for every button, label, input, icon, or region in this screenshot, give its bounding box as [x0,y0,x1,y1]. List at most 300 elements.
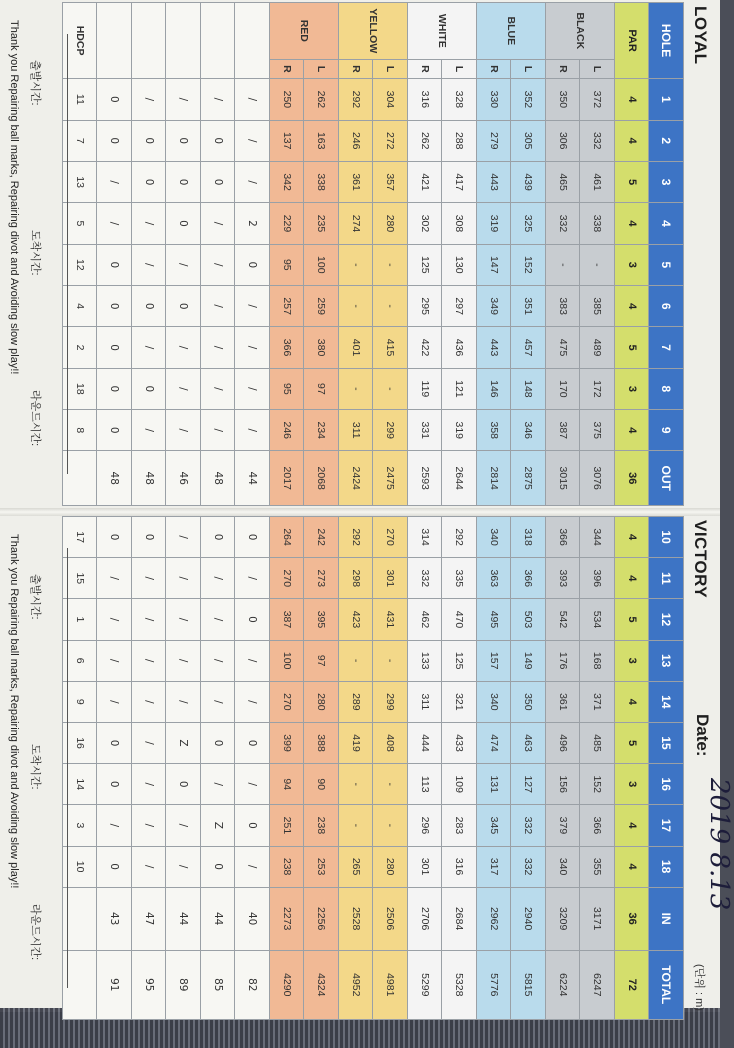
tee-distance: 2424 [339,451,374,506]
tee-distance: 97 [304,640,339,681]
tee-distance: 299 [373,410,408,451]
tee-label: YELLOW [339,3,408,60]
course-name: LOYAL [691,6,710,65]
score-mark: / [235,368,270,409]
hdcp-value: 2 [63,327,98,368]
tee-distance: 100 [270,640,305,681]
hdcp-value: 16 [63,722,98,763]
score-mark: / [166,805,201,846]
tee-distance: 297 [442,286,477,327]
tee-distance: 423 [339,599,374,640]
tee-distance: 439 [511,161,546,202]
score-mark: 0 [201,517,236,558]
tee-side: R [408,59,443,79]
tee-distance: 280 [304,681,339,722]
tee-distance: 350 [511,681,546,722]
tee-distance: 121 [442,368,477,409]
tee-distance: 417 [442,161,477,202]
tee-distance: 2475 [373,451,408,506]
tee-distance: 2593 [408,451,443,506]
round-time-label: 라운드시간: [29,390,41,447]
tee-distance: 408 [373,722,408,763]
tee-distance: - [339,805,374,846]
player-name-cell [201,3,236,79]
tee-distance: 3015 [546,451,581,506]
player-name-cell [97,3,132,79]
hdcp-label: HDCP [63,3,98,79]
score-mark: / [132,327,167,368]
score-mark: 48 [97,451,132,506]
tee-distance: 431 [373,599,408,640]
score-mark: / [201,203,236,244]
score-mark: 44 [166,887,201,950]
score-mark: / [97,558,132,599]
tee-distance: 457 [511,327,546,368]
score-mark: / [132,79,167,120]
tee-distance: 332 [408,558,443,599]
score-mark: 0 [201,161,236,202]
score-mark: 0 [97,368,132,409]
tee-distance: 496 [546,722,581,763]
score-mark: / [166,79,201,120]
hdcp-value: 18 [63,368,98,409]
par-value: 4 [615,681,650,722]
tee-distance: 95 [270,244,305,285]
tee-distance: - [373,368,408,409]
score-mark: / [132,722,167,763]
tee-distance: 325 [511,203,546,244]
score-mark: 0 [97,764,132,805]
tee-distance: 295 [408,286,443,327]
score-mark: / [97,681,132,722]
tee-distance: 2273 [270,887,305,950]
tee-distance: 395 [304,599,339,640]
player-name-cell [132,3,167,79]
tee-side: R [270,59,305,79]
tee-distance: 299 [373,681,408,722]
score-mark: 0 [97,244,132,285]
tee-distance: 262 [408,120,443,161]
score-mark: / [166,410,201,451]
tee-distance: - [373,244,408,285]
tee-distance: 152 [511,244,546,285]
hole-number: 4 [649,203,684,244]
hdcp-value: 17 [63,517,98,558]
tee-distance: 137 [270,120,305,161]
thanks-message: Thank you Repairing ball marks, Repairing divot and Avoiding slow play!! [8,20,20,375]
tee-distance: 489 [580,327,615,368]
tee-distance: 90 [304,764,339,805]
tee-distance: 380 [304,327,339,368]
par-label: PAR [615,3,650,79]
tee-side: L [511,59,546,79]
tee-distance: 401 [339,327,374,368]
score-mark: / [235,764,270,805]
tee-distance: - [339,244,374,285]
tee-distance: 332 [546,203,581,244]
tee-side: R [339,59,374,79]
hdcp-value: 5 [63,203,98,244]
tee-distance: 156 [546,764,581,805]
tee-distance: 250 [270,79,305,120]
tee-distance: 2814 [477,451,512,506]
tee-distance: 131 [477,764,512,805]
par-value: 3 [615,764,650,805]
tee-side: L [580,59,615,79]
hole-number: 5 [649,244,684,285]
score-mark: / [235,161,270,202]
tee-distance: 304 [373,79,408,120]
tee-label: RED [270,3,339,60]
tee-distance: 331 [408,410,443,451]
tee-distance: 383 [546,286,581,327]
divider-line-back [67,548,68,988]
tee-distance: 366 [546,517,581,558]
tee-distance: 393 [546,558,581,599]
back-nine-card [0,514,734,1022]
tee-distance: - [339,640,374,681]
tee-distance: 419 [339,722,374,763]
tee-label: WHITE [408,3,477,60]
tee-distance: 257 [270,286,305,327]
tee-side: L [304,59,339,79]
tee-distance: - [373,640,408,681]
score-mark: 0 [201,846,236,887]
tee-distance: 340 [546,846,581,887]
tee-distance: 465 [546,161,581,202]
tee-distance: 358 [477,410,512,451]
score-mark: 0 [97,846,132,887]
score-mark: / [201,368,236,409]
par-value: 36 [615,451,650,506]
tee-distance: 125 [442,640,477,681]
hole-number: 10 [649,517,684,558]
score-mark: 0 [132,286,167,327]
par-value: 4 [615,120,650,161]
arrive-time-label-back: 도착시간: [29,744,41,790]
score-mark: / [132,244,167,285]
tee-distance: 238 [304,805,339,846]
score-mark: 85 [201,950,236,1019]
par-value: 72 [615,950,650,1019]
tee-distance: 234 [304,410,339,451]
hdcp-value: 7 [63,120,98,161]
tee-distance: 283 [442,805,477,846]
tee-distance: 415 [373,327,408,368]
score-mark: Z [201,805,236,846]
tee-distance: - [546,244,581,285]
score-mark: / [235,410,270,451]
tee-distance: 157 [477,640,512,681]
par-value: 4 [615,558,650,599]
player-name-cell [235,3,270,79]
start-time-label: 출발시간: [29,60,41,106]
par-value: 4 [615,286,650,327]
tee-distance: 352 [511,79,546,120]
score-mark: 44 [235,451,270,506]
tee-distance: 366 [270,327,305,368]
tee-distance: 338 [580,203,615,244]
hole-number: 12 [649,599,684,640]
hole-number: IN [649,887,684,950]
tee-distance: 328 [442,79,477,120]
par-value: 4 [615,410,650,451]
score-mark: / [235,286,270,327]
tee-distance: 366 [580,805,615,846]
score-mark: / [166,368,201,409]
tee-distance: 366 [511,558,546,599]
hole-header: HOLE [649,3,684,79]
score-mark: / [235,558,270,599]
tee-distance: 3076 [580,451,615,506]
score-mark: 0 [166,120,201,161]
tee-distance: 342 [270,161,305,202]
par-value: 5 [615,161,650,202]
tee-distance: 292 [339,517,374,558]
hole-number: OUT [649,451,684,506]
tee-distance: 371 [580,681,615,722]
tee-distance: 292 [442,517,477,558]
tee-distance: 170 [546,368,581,409]
score-mark: 0 [97,327,132,368]
tee-side: R [477,59,512,79]
thanks-message-back: Thank you Repairing ball marks, Repairing divot and Avoiding slow play!! [8,534,20,889]
tee-distance: 475 [546,327,581,368]
tee-distance: 319 [442,410,477,451]
tee-distance: 302 [408,203,443,244]
hole-number: 17 [649,805,684,846]
score-mark: 89 [166,950,201,1019]
tee-distance: 273 [304,558,339,599]
tee-distance: 4324 [304,950,339,1019]
score-mark: 0 [97,286,132,327]
tee-distance: 270 [270,681,305,722]
back-nine-table [62,516,684,1020]
score-mark: 95 [132,950,167,1019]
tee-distance: 5299 [408,950,443,1019]
hdcp-value: 3 [63,805,98,846]
tee-distance: 316 [408,79,443,120]
score-mark: / [201,244,236,285]
tee-distance: 147 [477,244,512,285]
tee-side: L [373,59,408,79]
score-mark: 47 [132,887,167,950]
tee-distance: 361 [546,681,581,722]
score-mark: 0 [201,722,236,763]
tee-distance: 238 [270,846,305,887]
score-mark: / [132,846,167,887]
score-mark: / [201,79,236,120]
tee-distance: 163 [304,120,339,161]
par-value: 3 [615,368,650,409]
score-mark: / [132,599,167,640]
tee-distance: 2706 [408,887,443,950]
tee-distance: 350 [546,79,581,120]
score-mark: / [132,764,167,805]
score-mark: 0 [97,722,132,763]
tee-distance: 292 [339,79,374,120]
hdcp-value: 9 [63,681,98,722]
score-mark: 48 [201,451,236,506]
tee-distance: 94 [270,764,305,805]
tee-distance: 133 [408,640,443,681]
front-nine-table [62,2,684,506]
score-mark: / [166,327,201,368]
score-mark: / [132,805,167,846]
score-mark: 44 [201,887,236,950]
score-mark: / [201,410,236,451]
tee-distance: 387 [270,599,305,640]
tee-distance: 433 [442,722,477,763]
score-mark: / [201,286,236,327]
hole-number: 14 [649,681,684,722]
score-mark: 0 [235,722,270,763]
score-mark: / [97,203,132,244]
tee-distance: 6247 [580,950,615,1019]
tee-distance: 379 [546,805,581,846]
tee-distance: 422 [408,327,443,368]
tee-distance: 100 [304,244,339,285]
score-mark: / [235,79,270,120]
hole-number: 2 [649,120,684,161]
tee-distance: 119 [408,368,443,409]
score-mark: / [97,599,132,640]
score-mark: / [201,558,236,599]
tee-distance: 345 [477,805,512,846]
tee-distance: 265 [339,846,374,887]
tee-distance: 2068 [304,451,339,506]
tee-distance: 270 [373,517,408,558]
tee-distance: 149 [511,640,546,681]
par-value: 4 [615,846,650,887]
score-mark: / [132,640,167,681]
score-mark: 0 [97,79,132,120]
tee-distance: 443 [477,161,512,202]
score-mark: / [97,805,132,846]
tee-distance: 485 [580,722,615,763]
tee-distance: - [373,805,408,846]
tee-distance: 279 [477,120,512,161]
score-mark: 0 [235,244,270,285]
score-mark: 0 [166,161,201,202]
tee-distance: 2017 [270,451,305,506]
hdcp-value: 14 [63,764,98,805]
score-mark: / [132,558,167,599]
divider-line [67,34,68,474]
tee-distance: 127 [511,764,546,805]
tee-distance: - [339,764,374,805]
tee-distance: 280 [373,846,408,887]
tee-distance: 272 [373,120,408,161]
tee-distance: 259 [304,286,339,327]
tee-distance: 168 [580,640,615,681]
tee-distance: 396 [580,558,615,599]
tee-distance: 113 [408,764,443,805]
score-mark: 0 [235,517,270,558]
hdcp-value: 15 [63,558,98,599]
tee-distance: 340 [477,681,512,722]
tee-distance: 125 [408,244,443,285]
score-mark: 0 [235,805,270,846]
tee-distance: 344 [580,517,615,558]
tee-distance: 251 [270,805,305,846]
tee-distance: 332 [511,805,546,846]
tee-distance: 2528 [339,887,374,950]
tee-distance: 246 [339,120,374,161]
tee-distance: 280 [373,203,408,244]
score-mark: 0 [132,120,167,161]
tee-distance: 474 [477,722,512,763]
tee-distance: 2875 [511,451,546,506]
par-value: 5 [615,599,650,640]
score-mark: 48 [132,451,167,506]
score-mark: / [166,244,201,285]
score-mark: 0 [166,764,201,805]
tee-distance: 319 [477,203,512,244]
par-value: 4 [615,805,650,846]
tee-distance: 349 [477,286,512,327]
tee-distance: 372 [580,79,615,120]
round-time-label-back: 라운드시간: [29,904,41,961]
tee-distance: 335 [442,558,477,599]
hdcp-value: 4 [63,286,98,327]
tee-distance: - [373,764,408,805]
tee-distance: 443 [477,327,512,368]
hdcp-value: 12 [63,244,98,285]
score-mark: / [166,517,201,558]
hole-number: 11 [649,558,684,599]
par-value: 5 [615,722,650,763]
tee-distance: 130 [442,244,477,285]
score-mark: 0 [235,599,270,640]
tee-distance: 5815 [511,950,546,1019]
score-mark: / [235,640,270,681]
course-name-back: VICTORY [691,520,710,599]
hole-number: 8 [649,368,684,409]
tee-distance: 176 [546,640,581,681]
score-mark: / [201,327,236,368]
tee-distance: 296 [408,805,443,846]
handwritten-date: 2019 8.13 [704,778,734,911]
tee-distance: - [339,368,374,409]
score-mark: / [235,327,270,368]
par-value: 36 [615,887,650,950]
tee-distance: 270 [270,558,305,599]
front-nine-card [0,0,720,508]
score-mark: / [132,681,167,722]
score-mark: 0 [132,517,167,558]
tee-distance: 340 [477,517,512,558]
tee-distance: 172 [580,368,615,409]
tee-distance: 495 [477,599,512,640]
tee-distance: 503 [511,599,546,640]
tee-label: BLUE [477,3,546,60]
tee-distance: 436 [442,327,477,368]
score-mark: / [201,764,236,805]
hdcp-value: 10 [63,846,98,887]
tee-distance: 5328 [442,950,477,1019]
tee-distance: 346 [511,410,546,451]
tee-distance: 542 [546,599,581,640]
tee-distance: 5776 [477,950,512,1019]
tee-distance: 4981 [373,950,408,1019]
score-mark: 82 [235,950,270,1019]
hdcp-value: 13 [63,161,98,202]
par-value: 3 [615,640,650,681]
hdcp-value: 1 [63,599,98,640]
score-mark: 43 [97,887,132,950]
tee-distance: 306 [546,120,581,161]
